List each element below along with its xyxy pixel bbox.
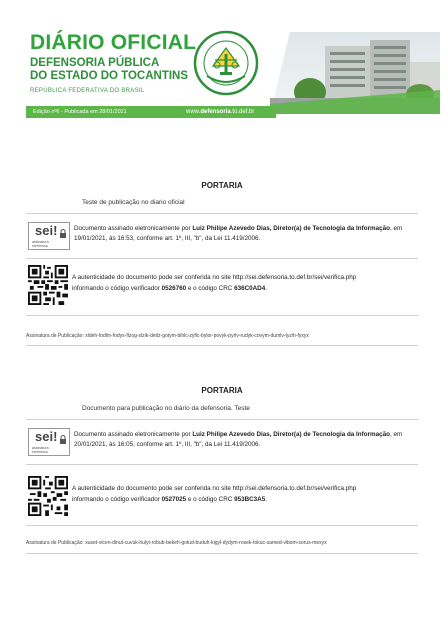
signature-block	[26, 426, 418, 460]
sei-signature-logo: sei! assinatura eletrônica	[28, 222, 70, 250]
signature-text: Documento assinado eletronicamente por Luiz Philipe Azevedo Dias, Diretor(a) de Tecnologia da Informação, em 20/01/2021, às 16:05, conforme art. 1º, III, "b", da Lei 11.419/2006.	[74, 431, 403, 448]
masthead-subtitle-line2: DO ESTADO DO TOCANTINS	[30, 70, 189, 82]
masthead-title: DIÁRIO OFICIAL	[30, 31, 197, 54]
divider	[26, 315, 418, 316]
verification-block	[26, 265, 418, 309]
divider	[26, 525, 418, 526]
lock-icon	[59, 435, 67, 444]
sei-signature-logo: sei! assinatura eletrônica	[28, 428, 70, 456]
verification-text: A autenticidade do documento pode ser conferida no site http://sei.defensoria.to.def.br/sei/verifica.php informando o código verificador 0527025 e o código CRC 953BC3A5.	[72, 485, 357, 503]
qr-code-icon	[28, 476, 68, 516]
portaria-section-1	[26, 175, 418, 345]
publication-signature: Assinatura de Publicação: xldeh-fodlm-fodys-flzog-slzik-detlz-gotym-bihlc-zyflc-bylor-povyk-pyrlv-rudyk-covym-dumlv-tyzih-fyxyx	[26, 333, 309, 339]
divider	[26, 345, 418, 346]
defensoria-seal-logo	[193, 30, 259, 96]
verification-text: A autenticidade do documento pode ser conferida no site http://sei.defensoria.to.def.br/sei/verifica.php informando o código verificador 0526760 e o código CRC 636C0AD4.	[72, 274, 357, 292]
masthead	[20, 30, 420, 120]
divider	[26, 553, 418, 554]
signature-block	[26, 220, 418, 254]
doc-title: PORTARIA	[201, 386, 243, 395]
divider	[26, 464, 418, 465]
doc-body-text: Teste de publicação no diario oficial	[82, 199, 185, 206]
republic-label: REPÚBLICA FEDERATIVA DO BRASIL	[30, 88, 145, 94]
publication-signature: Assinatura de Publicação: xuset-vicen-dinut-cuvuk-hulyt-robub-bekeh-gotud-buduh-kigyl-dydym-rosek-tokuc-samed-vibom-sorus-mexyx	[26, 540, 327, 546]
lock-icon	[59, 229, 67, 238]
divider	[26, 419, 418, 420]
divider	[26, 258, 418, 259]
doc-body-text: Documento para publicação no diário da defensoria. Teste	[82, 405, 250, 412]
divider	[26, 213, 418, 214]
edition-band	[26, 106, 276, 118]
signature-text: Documento assinado eletronicamente por Luiz Philipe Azevedo Dias, Diretor(a) de Tecnologia da Informação, em 19/01/2021, às 16:53, conforme art. 1º, III, "b", da Lei 11.419/2006.	[74, 225, 403, 242]
masthead-subtitle-line1: DEFENSORIA PÚBLICA	[30, 57, 160, 69]
edition-label: Edição nº6 - Publicada em 28/01/2021	[33, 109, 127, 115]
site-link[interactable]: www.defensoria.to.def.br	[186, 108, 255, 115]
doc-title: PORTARIA	[201, 181, 243, 190]
verification-block	[26, 476, 418, 520]
qr-code-icon	[28, 265, 68, 305]
portaria-section-2	[26, 382, 418, 582]
building-photo	[270, 32, 440, 114]
